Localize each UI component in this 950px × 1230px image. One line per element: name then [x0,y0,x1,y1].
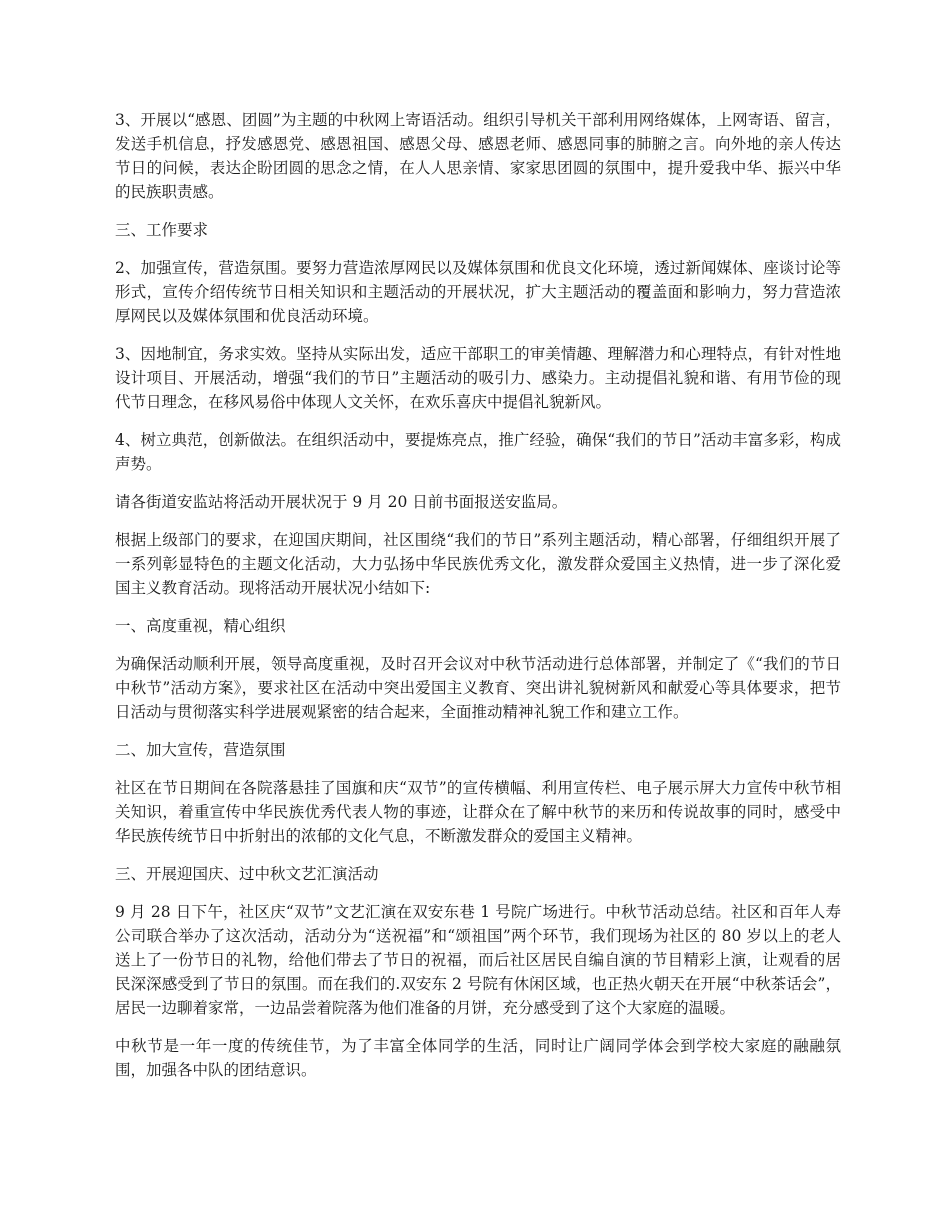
paragraph-summary-intro: 根据上级部门的要求，在迎国庆期间，社区围绕“我们的节日”系列主题活动，精心部署，仔细组织开展了一系列彰显特色的主题文化活动，大力弘扬中华民族优秀文化，激发群众爱国主义热情，进一步了深化爱国主义教育活动。现将活动开展状况小结如下: [115,531,841,597]
paragraph-4-role-models: 4、树立典范，创新做法。在组织活动中，要提炼亮点，推广经验，确保“我们的节日”活动丰富多彩，构成声势。 [115,431,841,473]
section-heading-publicity: 二、加大宣传，营造氛围 [115,741,286,759]
paragraph-mid-autumn-intro: 中秋节是一年一度的传统佳节，为了丰富全体同学的生活，同时让广阔同学体会到学校大家庭的融融氛围，加强各中队的团结意识。 [115,1037,841,1079]
paragraph-2-publicity: 2、加强宣传，营造氛围。要努力营造浓厚网民以及媒体氛围和优良文化环境，透过新闻媒体、座谈讨论等形式，宣传介绍传统节日相关知识和主题活动的开展状况，扩大主题活动的覆盖面和影响力，努力营造浓厚网民以及媒体氛围和优良活动环境。 [115,259,841,325]
paragraph-report-deadline: 请各街道安监站将活动开展状况于 9 月 20 日前书面报送安监局。 [115,493,568,511]
section-heading-work-requirements: 三、工作要求 [115,221,209,239]
paragraph-publicity: 社区在节日期间在各院落悬挂了国旗和庆“双节”的宣传横幅、利用宣传栏、电子展示屏大力宣传中秋节相关知识，着重宣传中华民族优秀代表人物的事迹，让群众在了解中秋节的来历和传说故事的同时，感受中华民族传统节日中折射出的浓郁的文化气息，不断激发群众的爱国主义精神。 [115,779,841,845]
section-heading-performance: 三、开展迎国庆、过中秋文艺汇演活动 [115,865,379,883]
paragraph-performance: 9 月 28 日下午，社区庆“双节”文艺汇演在双安东巷 1 号院广场进行。中秋节活动总结。社区和百年人寿公司联合举办了这次活动，活动分为“送祝福”和“颂祖国”两个环节，我们现场为社区的 80 岁以上的老人送上了一份节日的礼物，给他们带去了节日的祝福，而后社区居民自编自演的节目精彩上演，让观看的居民深深感受到了节日的氛围。而在我们的.双安东 2 号院有休闲区域，也正热火朝天在开展“中秋茶话会”，居民一边聊着家常，一边品尝着院落为他们准备的月饼，充分感受到了这个大家庭的温暖。 [115,903,841,1017]
paragraph-3-local-conditions: 3、因地制宜，务求实效。坚持从实际出发，适应干部职工的审美情趣、理解潜力和心理特点，有针对性地设计项目、开展活动，增强“我们的节日”主题活动的吸引力、感染力。主动提倡礼貌和谐、有用节俭的现代节日理念，在移风易俗中体现人文关怀，在欢乐喜庆中提倡礼貌新风。 [115,345,841,411]
section-heading-organization: 一、高度重视，精心组织 [115,617,286,635]
document-page [115,108,841,1096]
paragraph-3-online-greetings: 3、开展以“感恩、团圆”为主题的中秋网上寄语活动。组织引导机关干部利用网络媒体，上网寄语、留言，发送手机信息，抒发感恩党、感恩祖国、感恩父母、感恩老师、感恩同事的肺腑之言。向外地的亲人传达节日的问候，表达企盼团圆的思念之情，在人人思亲情、家家思团圆的氛围中，提升爱我中华、振兴中华的民族职责感。 [115,111,841,201]
paragraph-organization: 为确保活动顺利开展，领导高度重视，及时召开会议对中秋节活动进行总体部署，并制定了《“我们的节日中秋节”活动方案》，要求社区在活动中突出爱国主义教育、突出讲礼貌树新风和献爱心等具体要求，把节日活动与贯彻落实科学进展观紧密的结合起来，全面推动精神礼貌工作和建立工作。 [115,655,841,721]
